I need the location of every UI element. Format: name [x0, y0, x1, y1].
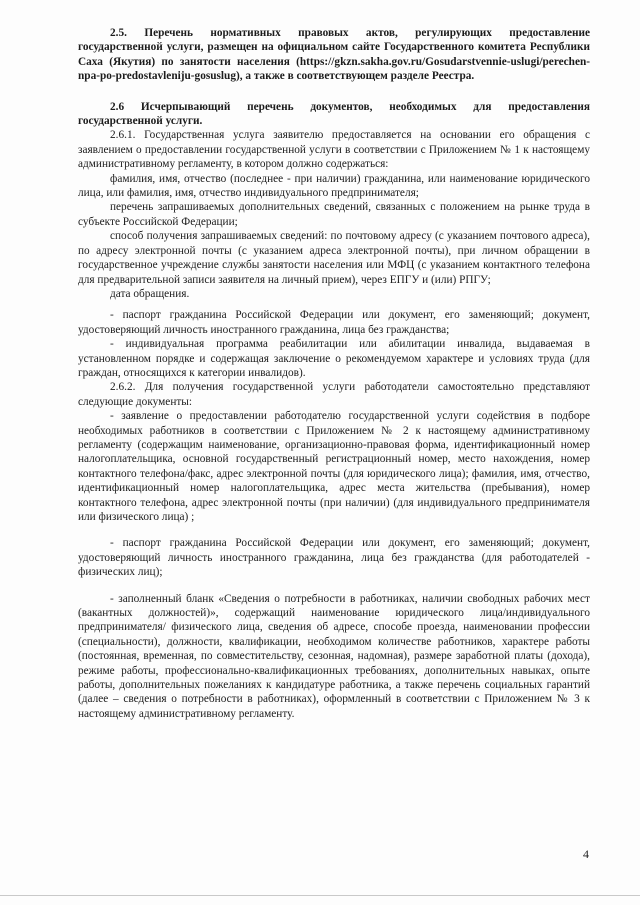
section-2-5-paragraph: 2.5. Перечень нормативных правовых актов, регулирующих предоставление государственной услуги, размещен на официальном сайте Государственного комитета Республики Саха (Якутия) по занятости населения (https://gkzn.sakha.gov.ru/Gosudarstvennie-uslugi/perechen-npa-po-predostavleniju-gosuslug), а также в соответствующем разделе Реестра. — [78, 27, 590, 83]
spacer — [78, 301, 590, 308]
spacer — [78, 84, 590, 100]
scan-edge-divider — [0, 895, 640, 896]
paragraph-2-6-2: 2.6.2. Для получения государственной услуги работодатели самостоятельно представляют следующие документы: — [78, 381, 590, 408]
list-item: - индивидуальная программа реабилитации или абилитации инвалида, выдаваемая в установленном порядке и содержащая заключение о рекомендуемом характере и условиях труда (для граждан, относящихся к категории инвалидов). — [78, 338, 590, 379]
list-item: - паспорт гражданина Российской Федерации или документ, его заменяющий; документ, удостоверяющий личность иностранного гражданина, лица без гражданства; — [78, 309, 590, 336]
section-2-6-heading: 2.6 Исчерпывающий перечень документов, необходимых для предоставления государственной услуги. — [78, 100, 590, 128]
list-item: перечень запрашиваемых дополнительных сведений, связанных с положением на рынке труда в субъекте Российской Федерации; — [78, 201, 590, 228]
list-item: дата обращения. — [110, 287, 190, 300]
list-item: - заполненный бланк «Сведения о потребности в работниках, наличии свободных рабочих мест (вакантных должностей)», содержащий наименование юридического лица/индивидуального предпринимателя/ физического лица, сведения об адресе, способе проезда, наименовании профессии (специальности), должности, квалификации, необходимом количестве работников, характере работы (постоянная, временная, по совместительству, сезонная, надомная), размере заработной платы (дохода), режиме работы, профессионально-квалификационных требованиях, дополнительных навыках, опыте работы, дополнительных пожеланиях к кандидатуре работника, а также перечень социальных гарантий (далее – сведения о потребности в работниках), оформленный в соответствии с Приложением № 3 к настоящему административному регламенту. — [78, 592, 590, 720]
spacer — [78, 524, 590, 536]
list-item: фамилия, имя, отчество (последнее - при наличии) гражданина, или наименование юридического лица, или фамилия, имя, отчество индивидуального предпринимателя; — [78, 172, 590, 200]
list-item: - заявление о предоставлении работодателю государственной услуги содействия в подборе необходимых работников в соответствии с Приложением № 2 к настоящему административному регламенту (содержащим наименование, организационно-правовая форма, идентификационный номер налогоплательщика, основной государственный регистрационный номер, место нахождения, номер контактного телефона/факс, адрес электронной почты (для юридического лица); фамилия, имя, отчество, идентификационный номер налогоплательщика, адрес места жительства (пребывания), номер контактного телефона, адрес электронной почты (при наличии) (для индивидуального предпринимателя или физического лица) ; — [78, 410, 590, 523]
list-item: - паспорт гражданина Российской Федерации или документ, его заменяющий; документ, удостоверяющий личность иностранного гражданина, лица без гражданства (для работодателей - физических лиц); — [78, 537, 590, 579]
spacer — [78, 580, 590, 592]
list-item: способ получения запрашиваемых сведений: по почтовому адресу (с указанием почтового адреса), по адресу электронной почты (с указанием адреса электронной почты), при личном обращении в государственное учреждение службы занятости населения или МФЦ (с указанием контактного телефона для предварительной записи заявителя на личный прием), через ЕПГУ и (или) РПГУ; — [78, 230, 590, 286]
paragraph-2-6-1: 2.6.1. Государственная услуга заявителю предоставляется на основании его обращения с заявлением о предоставлении государственной услуги в соответствии с Приложением № 1 к настоящему административному регламенту, в котором должно содержаться: — [78, 129, 590, 171]
page-number: 4 — [583, 847, 589, 861]
